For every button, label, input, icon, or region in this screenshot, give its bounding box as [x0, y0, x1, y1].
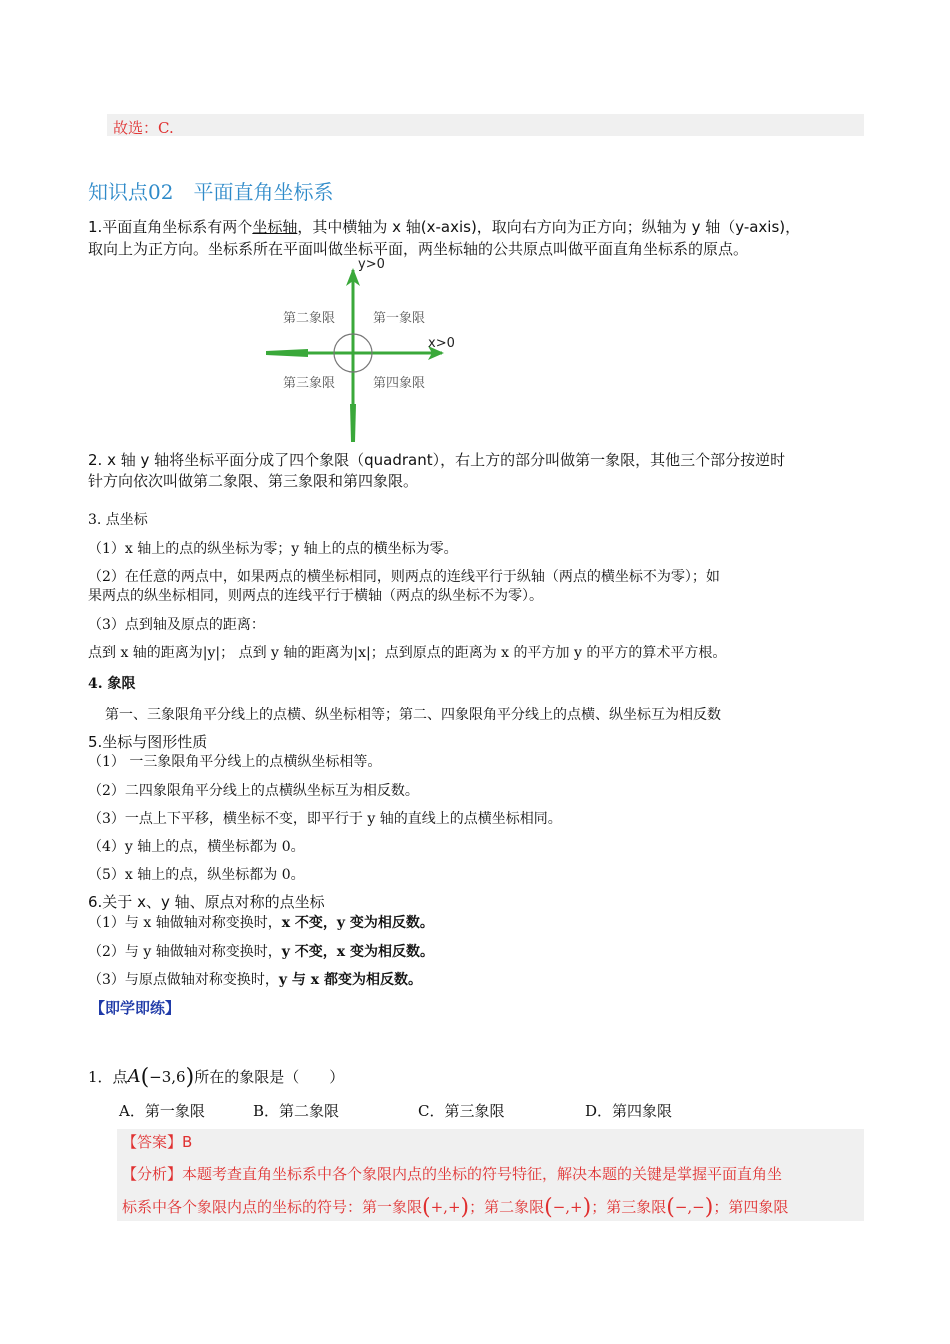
analysis-line-2 — [122, 1195, 788, 1220]
p1-rest: ，其中横轴为 x 轴(x-axis)，取向右方向为正方向；纵轴为 y 轴（y-axis)， — [297, 218, 801, 236]
section-5-item-1: （1） 一三象限角平分线上的点横纵坐标相等。 — [88, 754, 382, 770]
section-3-heading: 3. 点坐标 — [88, 512, 148, 528]
question-1-pre: 点 — [112, 1068, 128, 1086]
p1-prefix: 1.平面直角坐标系有两个 — [88, 218, 253, 236]
section-5-item-3: （3）一点上下平移，横坐标不变，即平行于 y 轴的直线上的点横坐标相同。 — [88, 811, 562, 827]
previous-answer-bar — [107, 114, 864, 136]
option-a-text: 第一象限 — [144, 1102, 205, 1120]
section-5-heading: 5.坐标与图形性质 — [88, 733, 208, 751]
option-a[interactable] — [119, 1100, 205, 1121]
section-4-text: 第一、三象限角平分线上的点横、纵坐标相等；第二、四象限角平分线上的点横、纵坐标互为相反数 — [105, 707, 721, 723]
option-b[interactable] — [253, 1100, 339, 1121]
close-paren: ) — [185, 1065, 195, 1090]
open-paren: ( — [140, 1065, 150, 1090]
question-1-number: 1． — [88, 1068, 113, 1086]
quadrant-1-label: 第一象限 — [373, 311, 426, 326]
section-6-item-1-text: （1）与 x 轴做轴对称变换时， — [88, 915, 282, 931]
option-a-key: A． — [119, 1102, 145, 1120]
section-5-item-5: （5）x 轴上的点，纵坐标都为 0。 — [88, 867, 305, 883]
section-6-item-2-bold: y 不变，x 变为相反数。 — [281, 944, 434, 960]
sign-open-2: ( — [544, 1195, 553, 1220]
p1-underlined-term: 坐标轴 — [252, 218, 298, 236]
answer-value: B — [182, 1133, 193, 1151]
x-axis-label: x>0 — [428, 336, 455, 351]
previous-answer-text: 故选：C. — [113, 119, 174, 137]
section-3-item-2-line-1: （2）在任意的两点中，如果两点的横坐标相同，则两点的连线平行于纵轴（两点的横坐标不为零）；如 — [88, 569, 720, 585]
option-b-key: B． — [253, 1102, 280, 1120]
question-1-stem — [88, 1065, 344, 1090]
section-6-item-2-text: （2）与 y 轴做轴对称变换时， — [88, 944, 282, 960]
section-5-item-2: （2）二四象限角平分线上的点横纵坐标互为相反数。 — [88, 783, 419, 799]
option-d-text: 第四象限 — [612, 1102, 673, 1120]
sign-close-2: ) — [582, 1195, 592, 1220]
quadrant-1-sign: +,+ — [430, 1198, 461, 1216]
analysis-text-1: 本题考查直角坐标系中各个象限内点的坐标的符号特征，解决本题的关键是掌握平面直角坐 — [182, 1165, 783, 1183]
quadrant-2-sign: −,+ — [552, 1198, 583, 1216]
analysis-text-2: 标系中各个象限内点的坐标的符号：第一象限 — [122, 1198, 423, 1216]
option-c-key: C． — [418, 1102, 445, 1120]
analysis-label: 【分析】 — [122, 1165, 183, 1183]
paragraph-1-line-1 — [88, 216, 800, 237]
sign-close-1: ) — [460, 1195, 470, 1220]
section-6-item-1-bold: x 不变，y 变为相反数。 — [281, 915, 434, 931]
analysis-mid-1: ；第二象限 — [469, 1198, 545, 1216]
y-axis-tail — [350, 404, 356, 442]
sign-close-3: ) — [704, 1195, 714, 1220]
option-c-text: 第三象限 — [444, 1102, 505, 1120]
coordinate-system-figure — [258, 256, 468, 446]
analysis-line-1 — [122, 1163, 782, 1184]
quadrant-4-label: 第四象限 — [373, 376, 426, 391]
paragraph-2-line-2: 针方向依次叫做第二象限、第三象限和第四象限。 — [88, 472, 419, 490]
quadrant-2-label: 第二象限 — [283, 311, 336, 326]
question-1-post: 所在的象限是（ ） — [194, 1068, 345, 1086]
section-3-distance-detail: 点到 x 轴的距离为|y|； 点到 y 轴的距离为|x|；点到原点的距离为 x 的平方加 y 的平方的算术平方根。 — [88, 645, 727, 661]
analysis-mid-2: ；第三象限 — [591, 1198, 667, 1216]
paragraph-2-line-1: 2. x 轴 y 轴将坐标平面分成了四个象限（quadrant），右上方的部分叫做第一象限，其他三个部分按逆时 — [88, 451, 786, 469]
section-3-item-3: （3）点到轴及原点的距离： — [88, 617, 265, 633]
x-axis-tail — [266, 349, 308, 357]
section-6-heading: 6.关于 x、y 轴、原点对称的点坐标 — [88, 893, 325, 911]
section-3-item-1: （1）x 轴上的点的纵坐标为零；y 轴上的点的横坐标为零。 — [88, 541, 458, 557]
answer-line — [122, 1131, 192, 1152]
section-6-item-3-text: （3）与原点做轴对称变换时， — [88, 972, 279, 988]
option-c[interactable] — [418, 1100, 505, 1121]
paragraph-1-line-2: 取向上为正方向。坐标系所在平面叫做坐标平面，两坐标轴的公共原点叫做平面直角坐标系的原点。 — [88, 240, 749, 258]
section-4-heading: 4. 象限 — [88, 676, 136, 692]
question-1-point-name: A — [127, 1066, 141, 1087]
quadrant-3-label: 第三象限 — [283, 376, 336, 391]
section-6-item-1 — [88, 912, 434, 932]
option-d[interactable] — [585, 1100, 672, 1121]
option-d-key: D． — [585, 1102, 613, 1120]
section-6-item-3-bold: y 与 x 都变为相反数。 — [278, 972, 423, 988]
section-5-item-4: （4）y 轴上的点，横坐标都为 0。 — [88, 839, 305, 855]
analysis-mid-3: ；第四象限 — [713, 1198, 789, 1216]
option-b-text: 第二象限 — [279, 1102, 340, 1120]
practice-label: 【即学即练】 — [90, 999, 181, 1017]
sign-open-3: ( — [666, 1195, 675, 1220]
question-1-coordinates: −3,6 — [149, 1068, 186, 1086]
sign-open-1: ( — [422, 1195, 431, 1220]
section-3-item-2-line-2: 果两点的纵坐标相同，则两点的连线平行于横轴（两点的纵坐标不为零）。 — [88, 588, 543, 604]
section-6-item-3 — [88, 969, 422, 989]
answer-label: 【答案】 — [122, 1133, 183, 1151]
quadrant-3-sign: −,− — [674, 1198, 705, 1216]
section-6-item-2 — [88, 941, 434, 961]
knowledge-point-title: 知识点02 平面直角坐标系 — [88, 180, 334, 204]
y-axis-label: y>0 — [358, 257, 385, 272]
